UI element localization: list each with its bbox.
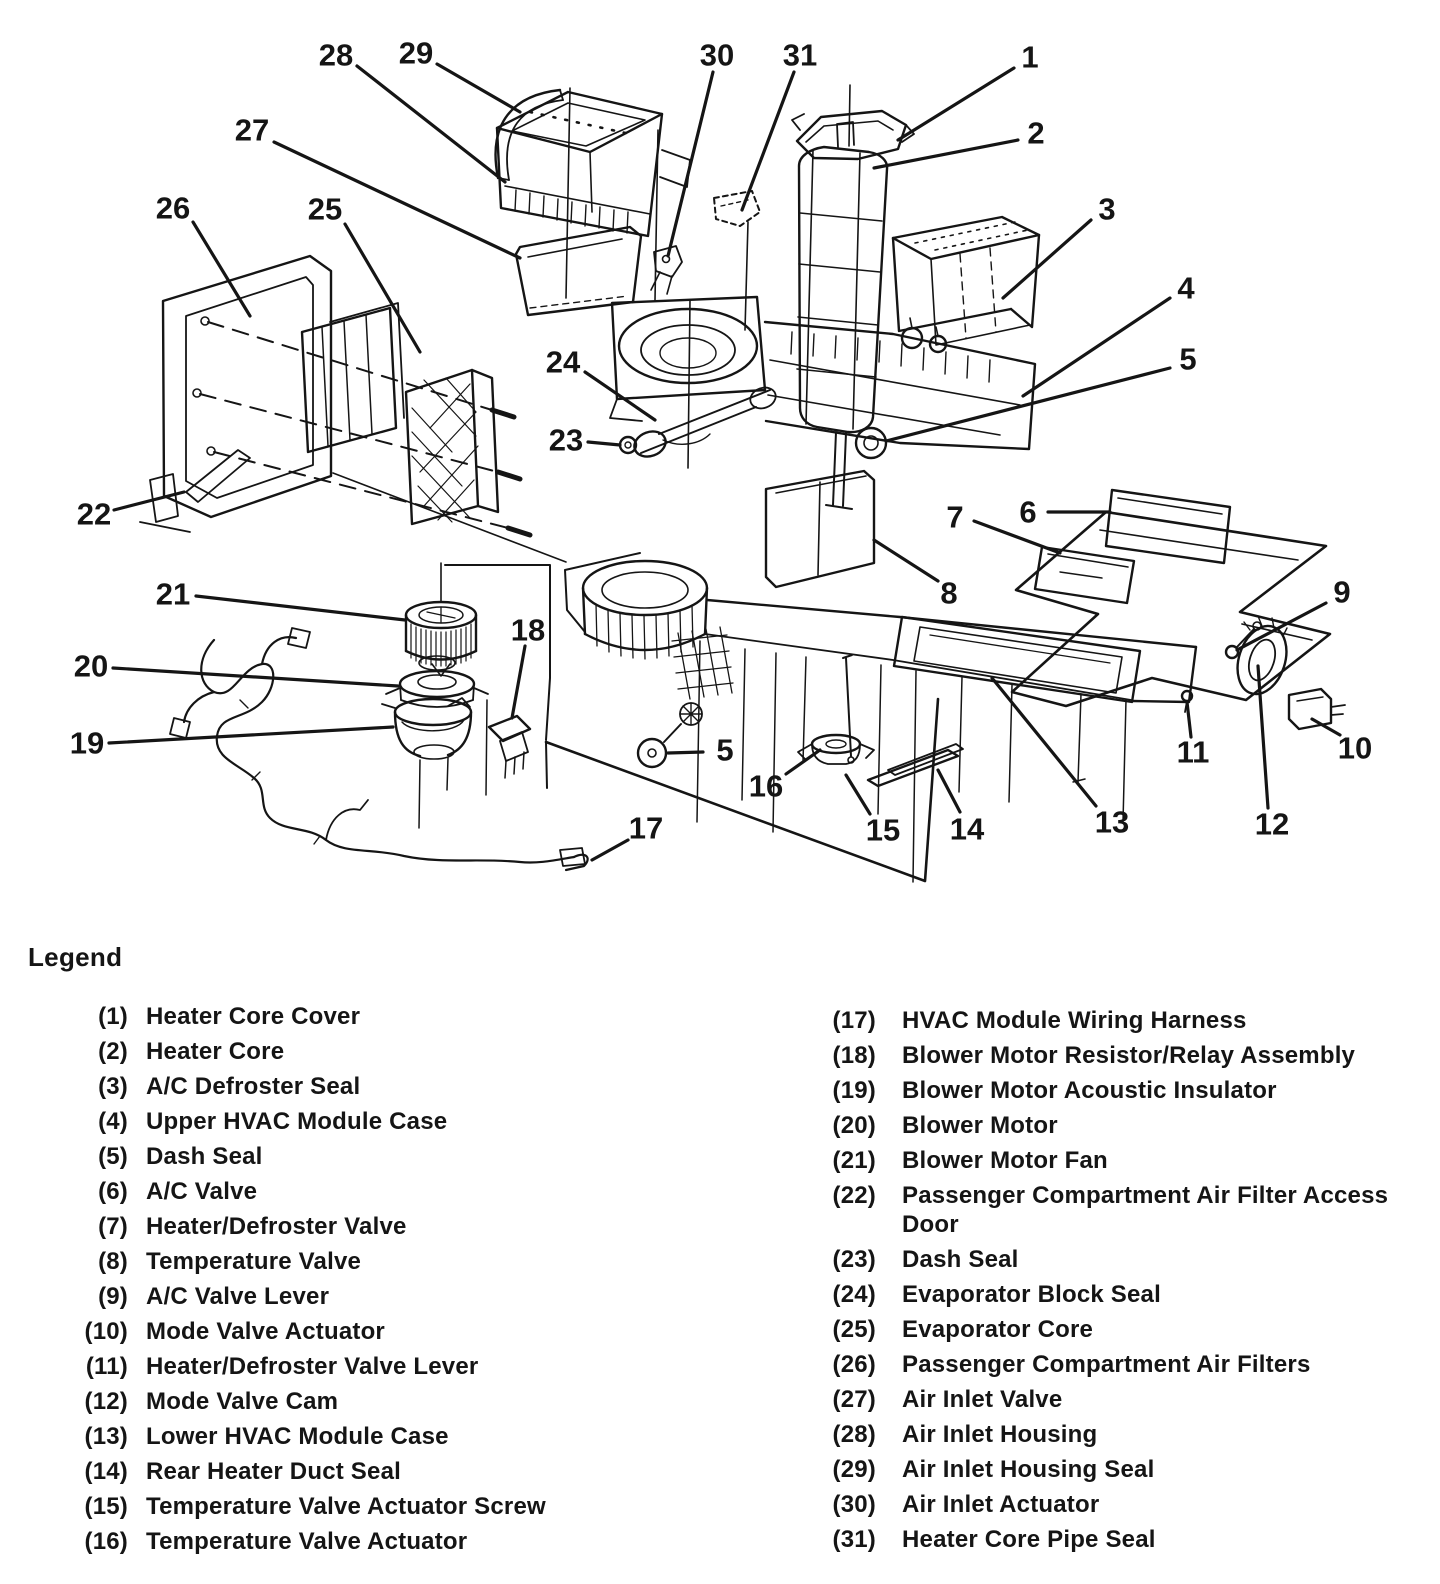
callout-number-10: 10 xyxy=(1337,730,1373,766)
callout-numbers xyxy=(70,36,1372,848)
legend-item xyxy=(752,1490,1432,1519)
callout-number-18: 18 xyxy=(510,612,546,648)
callout-number-12: 12 xyxy=(1254,806,1290,842)
part-temperature-valve xyxy=(766,471,874,587)
legend-item xyxy=(20,1247,680,1276)
legend-item-label: A/C Valve Lever xyxy=(146,1283,330,1310)
callout-number-15: 15 xyxy=(865,812,901,848)
leader-line-15 xyxy=(846,775,870,814)
callout-number-20: 20 xyxy=(73,648,109,684)
legend-item xyxy=(752,1525,1432,1554)
legend-item xyxy=(752,1111,1432,1140)
legend-item-label: Rear Heater Duct Seal xyxy=(146,1458,401,1485)
legend-item xyxy=(752,1350,1432,1379)
legend-item-label: Temperature Valve xyxy=(146,1248,362,1275)
leader-line-5 xyxy=(668,752,703,753)
legend-item-number: (14) xyxy=(84,1458,128,1485)
legend-item-number: (1) xyxy=(98,1003,128,1030)
part-temp-valve-actuator xyxy=(798,735,874,764)
leader-line-19 xyxy=(109,727,393,743)
legend-item-label: Heater/Defroster Valve Lever xyxy=(146,1353,479,1380)
legend-item xyxy=(752,1006,1432,1035)
legend-item-number: (3) xyxy=(98,1073,128,1100)
legend-item-number: (26) xyxy=(832,1351,876,1378)
legend-column-left xyxy=(20,1002,680,1562)
legend-item xyxy=(752,1181,1432,1239)
legend-item xyxy=(20,1037,680,1066)
callout-number-27: 27 xyxy=(234,112,270,148)
leader-line-2 xyxy=(874,140,1018,168)
legend-item-label: Blower Motor Acoustic Insulator xyxy=(902,1077,1277,1104)
callout-number-11: 11 xyxy=(1176,734,1210,770)
callout-number-22: 22 xyxy=(76,496,112,532)
legend-item-number: (29) xyxy=(832,1456,876,1483)
legend-item-number: (12) xyxy=(84,1388,128,1415)
part-dash-panel-seal-outline xyxy=(1012,512,1330,706)
part-mounting-screws xyxy=(193,317,530,535)
legend-item xyxy=(752,1041,1432,1070)
leader-line-26 xyxy=(193,222,250,316)
legend-item-number: (4) xyxy=(98,1108,128,1135)
legend-item xyxy=(20,1072,680,1101)
legend-item-label: A/C Valve xyxy=(146,1178,258,1205)
leader-line-4 xyxy=(1023,298,1170,396)
legend-item-label: A/C Defroster Seal xyxy=(146,1073,361,1100)
callout-number-8: 8 xyxy=(940,575,958,611)
callout-number-25: 25 xyxy=(307,191,343,227)
legend-item-number: (9) xyxy=(98,1283,128,1310)
callout-number-5: 5 xyxy=(1179,341,1197,377)
legend-item-label: Air Inlet Housing xyxy=(902,1421,1098,1448)
legend-item-label: Mode Valve Cam xyxy=(146,1388,339,1415)
part-ac-valve xyxy=(1106,490,1230,563)
part-heater-core xyxy=(797,122,887,509)
legend-item-label: Lower HVAC Module Case xyxy=(146,1423,449,1450)
callout-number-7: 7 xyxy=(946,499,964,535)
legend-item-number: (31) xyxy=(832,1526,876,1553)
legend-item-label: Dash Seal xyxy=(146,1143,263,1170)
callout-number-30: 30 xyxy=(699,37,735,73)
legend-item xyxy=(20,1352,680,1381)
part-heater-defroster-valve xyxy=(1035,547,1134,603)
legend-item xyxy=(20,1212,680,1241)
legend-item-label: Temperature Valve Actuator Screw xyxy=(146,1493,546,1520)
legend-item-label: Air Inlet Valve xyxy=(902,1386,1063,1413)
callout-number-31: 31 xyxy=(782,37,818,73)
callout-number-29: 29 xyxy=(398,35,434,71)
callout-number-23: 23 xyxy=(548,422,584,458)
callout-number-3: 3 xyxy=(1098,191,1116,227)
leader-line-31 xyxy=(742,72,794,210)
part-blower-motor-fan xyxy=(406,563,476,676)
legend-item-number: (10) xyxy=(84,1318,128,1345)
legend-item xyxy=(20,1527,680,1556)
legend-item-label: Blower Motor Resistor/Relay Assembly xyxy=(902,1042,1356,1069)
legend-item xyxy=(20,1387,680,1416)
leader-line-21 xyxy=(196,596,405,620)
legend-item-number: (25) xyxy=(832,1316,876,1343)
legend-item-number: (18) xyxy=(832,1042,876,1069)
legend-item-number: (17) xyxy=(832,1007,876,1034)
legend-item-number: (21) xyxy=(832,1147,876,1174)
legend-item-label: Passenger Compartment Air Filter Access Door xyxy=(902,1182,1389,1238)
legend-item xyxy=(752,1420,1432,1449)
legend-item-label: Dash Seal xyxy=(902,1246,1019,1273)
legend-item-number: (27) xyxy=(832,1386,876,1413)
legend-title: Legend xyxy=(28,942,123,972)
leader-line-24 xyxy=(585,372,655,420)
legend-item-label: Heater Core xyxy=(146,1038,285,1065)
callout-number-16: 16 xyxy=(748,768,784,804)
legend-item xyxy=(752,1315,1432,1344)
legend-item-number: (13) xyxy=(84,1423,128,1450)
legend-item-label: Mode Valve Actuator xyxy=(146,1318,385,1345)
legend-item-number: (28) xyxy=(832,1421,876,1448)
legend-item xyxy=(752,1280,1432,1309)
leader-line-10 xyxy=(1312,719,1340,735)
callout-number-19: 19 xyxy=(69,725,105,761)
legend-item-number: (6) xyxy=(98,1178,128,1205)
leader-line-28 xyxy=(357,66,505,182)
part-blower-resistor-relay xyxy=(489,716,530,778)
legend-item-label: Passenger Compartment Air Filters xyxy=(902,1351,1311,1378)
callout-number-9: 9 xyxy=(1333,574,1351,610)
legend-item xyxy=(20,1142,680,1171)
callout-number-24: 24 xyxy=(545,344,581,380)
legend-item-number: (15) xyxy=(84,1493,128,1520)
legend-item-number: (20) xyxy=(832,1112,876,1139)
callout-number-13: 13 xyxy=(1094,804,1130,840)
legend-item-number: (23) xyxy=(832,1246,876,1273)
part-heater-core-pipe-seal xyxy=(714,191,760,226)
legend-item-label: Heater Core Cover xyxy=(146,1003,361,1030)
part-hvac-wiring-harness xyxy=(170,628,588,870)
callout-number-6: 6 xyxy=(1019,494,1037,530)
legend-item xyxy=(20,1177,680,1206)
legend-item-label: Air Inlet Actuator xyxy=(902,1491,1100,1518)
leader-line-25 xyxy=(345,224,420,352)
callout-number-2: 2 xyxy=(1027,115,1045,151)
legend-item-label: Evaporator Core xyxy=(902,1316,1094,1343)
leader-line-23 xyxy=(588,442,620,445)
legend-item-label: Upper HVAC Module Case xyxy=(146,1108,448,1135)
legend-item xyxy=(20,1107,680,1136)
callout-number-28: 28 xyxy=(318,37,354,73)
legend-item xyxy=(752,1245,1432,1274)
callout-number-14: 14 xyxy=(949,811,985,847)
leader-line-20 xyxy=(113,668,398,686)
legend-item xyxy=(752,1385,1432,1414)
legend-item-label: HVAC Module Wiring Harness xyxy=(902,1007,1247,1034)
legend-item-number: (30) xyxy=(832,1491,876,1518)
part-ac-defroster-seal xyxy=(893,217,1039,345)
legend-item xyxy=(20,1422,680,1451)
callout-number-4: 4 xyxy=(1177,270,1195,306)
legend-item xyxy=(752,1076,1432,1105)
callout-number-5: 5 xyxy=(716,732,734,768)
leader-line-7 xyxy=(974,521,1060,553)
leader-line-11 xyxy=(1187,702,1191,737)
legend-item xyxy=(20,1492,680,1521)
legend-item xyxy=(20,1317,680,1346)
leader-line-1 xyxy=(898,68,1014,140)
legend-item-number: (19) xyxy=(832,1077,876,1104)
legend-item-label: Air Inlet Housing Seal xyxy=(902,1456,1155,1483)
leader-line-3 xyxy=(1003,220,1091,298)
legend-item-label: Heater Core Pipe Seal xyxy=(902,1526,1156,1553)
legend-item xyxy=(20,1457,680,1486)
leader-line-18 xyxy=(512,646,525,718)
legend-item-number: (22) xyxy=(832,1182,876,1209)
callout-number-21: 21 xyxy=(155,576,191,612)
legend-item xyxy=(20,1282,680,1311)
legend-item-number: (24) xyxy=(832,1281,876,1308)
legend-item-number: (5) xyxy=(98,1143,128,1170)
leader-line-8 xyxy=(874,540,938,581)
legend-item-label: Blower Motor xyxy=(902,1112,1058,1139)
legend-item-number: (7) xyxy=(98,1213,128,1240)
callout-number-17: 17 xyxy=(628,810,664,846)
legend-item-label: Temperature Valve Actuator xyxy=(146,1528,468,1555)
leader-line-17 xyxy=(592,840,628,860)
legend-item-number: (8) xyxy=(98,1248,128,1275)
legend-column-right xyxy=(752,1006,1432,1560)
part-dash-seal-ring xyxy=(856,428,886,458)
legend-item-label: Heater/Defroster Valve xyxy=(146,1213,407,1240)
legend-item-number: (11) xyxy=(85,1353,128,1380)
legend-item xyxy=(752,1146,1432,1175)
part-dash-seal-disc xyxy=(638,739,666,767)
leader-line-14 xyxy=(938,770,960,812)
part-evaporator-core xyxy=(406,370,498,524)
legend-item xyxy=(20,1002,680,1031)
legend-item xyxy=(752,1455,1432,1484)
callout-number-26: 26 xyxy=(155,190,191,226)
legend-item-number: (2) xyxy=(98,1038,128,1065)
legend-item-label: Evaporator Block Seal xyxy=(902,1281,1161,1308)
callout-number-1: 1 xyxy=(1021,39,1039,75)
leader-line-5 xyxy=(886,368,1170,441)
legend-item-label: Blower Motor Fan xyxy=(902,1147,1108,1174)
part-air-filter-access-door xyxy=(140,256,331,532)
leader-line-30 xyxy=(668,72,713,256)
legend-item-number: (16) xyxy=(84,1528,128,1555)
leader-line-29 xyxy=(437,64,520,112)
